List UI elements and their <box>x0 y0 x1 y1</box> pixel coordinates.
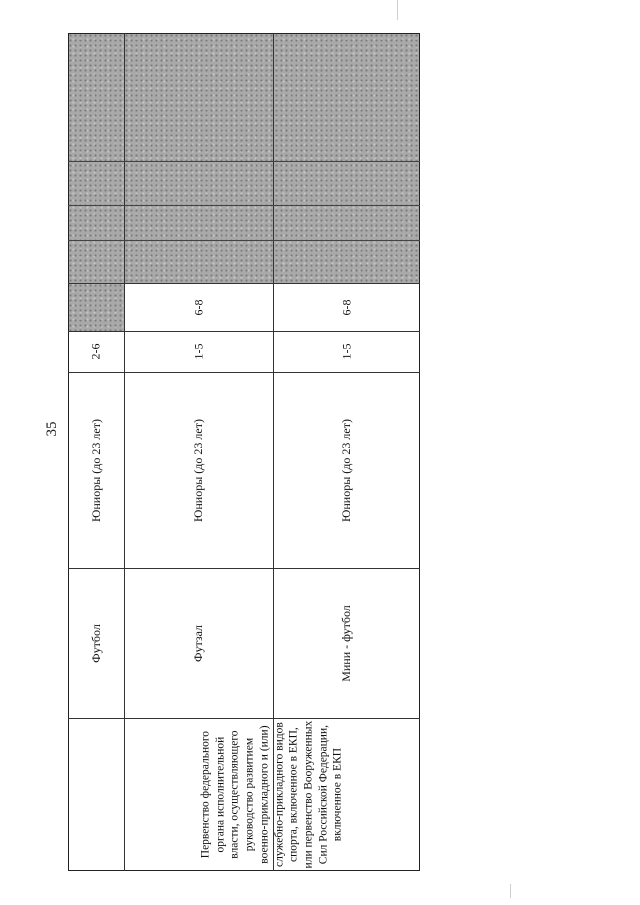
column-divider <box>68 161 420 162</box>
age-group-label: Юниоры (до 23 лет) <box>88 418 103 522</box>
table-cell <box>124 331 273 372</box>
age-group-label: Юниоры (до 23 лет) <box>191 418 205 522</box>
table-cell <box>124 283 273 331</box>
column-divider <box>68 240 420 241</box>
page-number: 35 <box>44 421 60 437</box>
extra-places-value: 6-8 <box>191 299 205 315</box>
table-cell <box>273 568 420 718</box>
places-value: 2-6 <box>88 343 103 360</box>
extra-places-value: 6-8 <box>339 299 353 315</box>
discipline-label: Футбол <box>88 623 103 663</box>
table-cell <box>124 372 273 568</box>
column-divider <box>68 205 420 206</box>
competition-text: Первенство федерального органа исполнительной власти, осуществляющего руководство развитием военно-прикладного и (или) служебно-прикладного видов спорта, включенное в ЕКП, или первенство Вооруженных Сил Российской Федерации, включенное в ЕКП <box>199 720 344 869</box>
places-value: 1-5 <box>339 343 353 360</box>
discipline-label: Мини - футбол <box>339 604 353 682</box>
table-cell <box>124 568 273 718</box>
age-group-label: Юниоры (до 23 лет) <box>339 418 353 522</box>
scan-artifact-line <box>397 0 398 20</box>
table-cell <box>68 568 124 718</box>
discipline-label: Футзал <box>191 624 205 662</box>
competition-cell <box>124 718 420 871</box>
scan-artifact-line <box>510 884 511 898</box>
table-cell <box>273 372 420 568</box>
table-cell <box>273 331 420 372</box>
table-cell <box>68 372 124 568</box>
table-cell <box>68 331 124 372</box>
places-value: 1-5 <box>191 343 205 360</box>
requirements-table <box>68 33 420 871</box>
table-cell <box>273 283 420 331</box>
